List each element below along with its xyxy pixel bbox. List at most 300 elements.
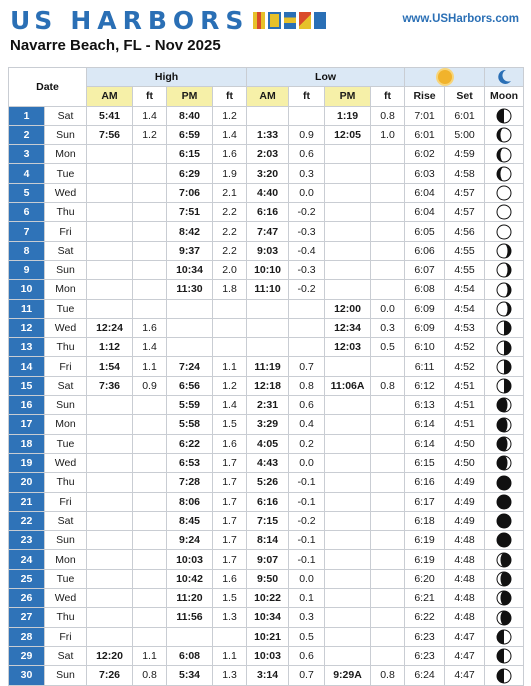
high-am-time	[87, 203, 133, 222]
low-am-ft: -0.1	[289, 531, 325, 550]
table-row	[9, 241, 524, 260]
high-am-ft	[133, 550, 167, 569]
high-pm-ft: 1.2	[213, 106, 247, 125]
low-am-time: 3:20	[247, 164, 289, 183]
sunset: 4:54	[445, 299, 485, 318]
low-pm-time	[325, 183, 371, 202]
low-am-time: 4:05	[247, 434, 289, 453]
table-row	[9, 299, 524, 318]
moon-phase-icon	[485, 415, 524, 434]
table-row	[9, 511, 524, 530]
high-am-ft	[133, 145, 167, 164]
table-row	[9, 145, 524, 164]
sunrise: 6:14	[405, 415, 445, 434]
low-am-ft: -0.4	[289, 241, 325, 260]
sunrise: 6:11	[405, 357, 445, 376]
low-am-time: 7:47	[247, 222, 289, 241]
high-am-ft	[133, 453, 167, 472]
high-pm-ft: 1.5	[213, 415, 247, 434]
sunset: 4:49	[445, 473, 485, 492]
day-number: 27	[9, 608, 45, 627]
moon-phase-icon	[485, 589, 524, 608]
day-number: 3	[9, 145, 45, 164]
high-pm-time: 11:20	[167, 589, 213, 608]
low-am-ft: 0.4	[289, 415, 325, 434]
day-number: 12	[9, 318, 45, 337]
moon-phase-icon	[485, 434, 524, 453]
low-pm-time	[325, 164, 371, 183]
weekday: Fri	[45, 222, 87, 241]
high-am-time	[87, 145, 133, 164]
high-am-time	[87, 164, 133, 183]
sunrise: 7:01	[405, 106, 445, 125]
high-am-time	[87, 453, 133, 472]
high-pm-ft: 1.9	[213, 164, 247, 183]
ush-logo[interactable]	[10, 6, 326, 34]
high-am-time	[87, 183, 133, 202]
day-number: 8	[9, 241, 45, 260]
high-pm-ft: 1.8	[213, 280, 247, 299]
high-pm-time: 5:59	[167, 396, 213, 415]
day-number: 4	[9, 164, 45, 183]
low-pm-time: 12:05	[325, 125, 371, 144]
table-row	[9, 589, 524, 608]
table-row	[9, 550, 524, 569]
weekday: Sat	[45, 646, 87, 665]
low-am-ft: 0.6	[289, 396, 325, 415]
day-number: 19	[9, 453, 45, 472]
moon-phase-icon	[485, 241, 524, 260]
day-number: 21	[9, 492, 45, 511]
high-am-ft	[133, 183, 167, 202]
table-row	[9, 569, 524, 588]
sunset: 4:50	[445, 453, 485, 472]
table-row	[9, 646, 524, 665]
low-am-time: 4:40	[247, 183, 289, 202]
weekday: Wed	[45, 318, 87, 337]
table-row	[9, 376, 524, 395]
high-am-ft	[133, 415, 167, 434]
high-pm-ft	[213, 299, 247, 318]
sunrise: 6:03	[405, 164, 445, 183]
high-am-ft	[133, 511, 167, 530]
moon-phase-icon	[485, 666, 524, 685]
low-am-time: 10:10	[247, 260, 289, 279]
table-row	[9, 125, 524, 144]
high-pm-ft: 2.1	[213, 183, 247, 202]
high-am-time: 5:41	[87, 106, 133, 125]
low-am-ft: -0.2	[289, 203, 325, 222]
high-pm-time: 6:08	[167, 646, 213, 665]
high-am-ft	[133, 222, 167, 241]
moon-phase-icon	[485, 473, 524, 492]
high-am-time	[87, 531, 133, 550]
high-pm-ft: 1.7	[213, 511, 247, 530]
sunrise: 6:19	[405, 550, 445, 569]
sunset: 4:52	[445, 338, 485, 357]
sunrise: 6:14	[405, 434, 445, 453]
sunset: 4:49	[445, 511, 485, 530]
weekday: Tue	[45, 164, 87, 183]
high-am-ft: 1.4	[133, 106, 167, 125]
high-am-time	[87, 396, 133, 415]
low-pm-ft	[371, 415, 405, 434]
table-row	[9, 627, 524, 646]
moon-phase-icon	[485, 164, 524, 183]
sunrise: 6:23	[405, 646, 445, 665]
signal-flags-icon	[253, 12, 326, 29]
high-pm-time: 9:24	[167, 531, 213, 550]
low-am-ft: 0.3	[289, 608, 325, 627]
low-pm-ft: 1.0	[371, 125, 405, 144]
day-number: 13	[9, 338, 45, 357]
high-am-time	[87, 589, 133, 608]
low-am-ft: -0.1	[289, 473, 325, 492]
low-pm-time	[325, 145, 371, 164]
sunset: 4:51	[445, 415, 485, 434]
low-am-time: 12:18	[247, 376, 289, 395]
low-pm-time	[325, 357, 371, 376]
high-pm-time: 5:58	[167, 415, 213, 434]
high-pm-time: 7:24	[167, 357, 213, 376]
low-pm-ft	[371, 396, 405, 415]
high-am-ft	[133, 627, 167, 646]
low-am-ft	[289, 299, 325, 318]
sunset: 4:48	[445, 550, 485, 569]
sunrise: 6:05	[405, 222, 445, 241]
table-row	[9, 453, 524, 472]
low-pm-time	[325, 280, 371, 299]
high-am-time: 12:20	[87, 646, 133, 665]
day-number: 22	[9, 511, 45, 530]
header-high-am-ft: ft	[133, 87, 167, 106]
high-pm-time: 7:06	[167, 183, 213, 202]
low-pm-time	[325, 646, 371, 665]
high-am-time: 7:36	[87, 376, 133, 395]
high-pm-time: 10:42	[167, 569, 213, 588]
high-am-time	[87, 627, 133, 646]
low-am-ft: 0.1	[289, 589, 325, 608]
low-am-time	[247, 318, 289, 337]
sunrise: 6:19	[405, 531, 445, 550]
logo-us: US	[10, 5, 57, 35]
sunrise: 6:17	[405, 492, 445, 511]
high-pm-ft: 1.6	[213, 434, 247, 453]
day-number: 25	[9, 569, 45, 588]
high-pm-time: 6:22	[167, 434, 213, 453]
weekday: Sat	[45, 511, 87, 530]
weekday: Sat	[45, 376, 87, 395]
moon-phase-icon	[485, 299, 524, 318]
header-moon: Moon	[485, 87, 524, 106]
weekday: Thu	[45, 203, 87, 222]
high-am-time	[87, 492, 133, 511]
high-am-ft	[133, 492, 167, 511]
high-am-ft	[133, 569, 167, 588]
day-number: 14	[9, 357, 45, 376]
low-pm-ft: 0.8	[371, 666, 405, 685]
high-pm-time: 6:59	[167, 125, 213, 144]
low-am-time: 9:50	[247, 569, 289, 588]
sunset: 4:47	[445, 627, 485, 646]
low-pm-ft	[371, 550, 405, 569]
sunrise: 6:01	[405, 125, 445, 144]
high-am-ft: 1.2	[133, 125, 167, 144]
low-pm-ft: 0.8	[371, 106, 405, 125]
low-pm-ft	[371, 260, 405, 279]
high-am-ft	[133, 589, 167, 608]
moon-phase-icon	[485, 646, 524, 665]
low-pm-ft	[371, 589, 405, 608]
table-row	[9, 222, 524, 241]
moon-phase-icon	[485, 318, 524, 337]
header-low-pm: PM	[325, 87, 371, 106]
moon-phase-icon	[485, 376, 524, 395]
low-pm-ft: 0.8	[371, 376, 405, 395]
high-am-ft	[133, 608, 167, 627]
high-pm-ft: 2.2	[213, 222, 247, 241]
header	[0, 0, 531, 64]
moon-phase-icon	[485, 125, 524, 144]
moon-phase-icon	[485, 492, 524, 511]
day-number: 7	[9, 222, 45, 241]
sunset: 4:48	[445, 589, 485, 608]
day-number: 15	[9, 376, 45, 395]
table-row	[9, 183, 524, 202]
high-am-ft	[133, 164, 167, 183]
sunrise: 6:13	[405, 396, 445, 415]
high-pm-ft: 1.5	[213, 589, 247, 608]
high-pm-ft: 1.7	[213, 473, 247, 492]
table-row	[9, 434, 524, 453]
high-am-time	[87, 473, 133, 492]
high-pm-ft: 1.4	[213, 125, 247, 144]
high-am-time: 12:24	[87, 318, 133, 337]
moon-phase-icon	[485, 569, 524, 588]
weekday: Wed	[45, 183, 87, 202]
weekday: Fri	[45, 627, 87, 646]
moon-phase-icon	[485, 627, 524, 646]
low-pm-ft	[371, 357, 405, 376]
sunrise: 6:12	[405, 376, 445, 395]
low-am-ft: -0.2	[289, 511, 325, 530]
high-pm-time: 6:29	[167, 164, 213, 183]
weekday: Sat	[45, 241, 87, 260]
table-row	[9, 492, 524, 511]
low-pm-time	[325, 627, 371, 646]
moon-phase-icon	[485, 608, 524, 627]
low-pm-ft	[371, 569, 405, 588]
sunrise: 6:06	[405, 241, 445, 260]
high-am-ft: 1.6	[133, 318, 167, 337]
sunrise: 6:10	[405, 338, 445, 357]
header-high-pm: PM	[167, 87, 213, 106]
sunset: 4:47	[445, 666, 485, 685]
high-am-ft: 1.1	[133, 357, 167, 376]
low-pm-ft	[371, 222, 405, 241]
high-pm-ft	[213, 318, 247, 337]
day-number: 6	[9, 203, 45, 222]
high-am-ft	[133, 299, 167, 318]
sunset: 4:59	[445, 145, 485, 164]
high-pm-ft: 1.6	[213, 145, 247, 164]
low-pm-time	[325, 492, 371, 511]
low-pm-ft	[371, 627, 405, 646]
low-pm-time	[325, 260, 371, 279]
low-am-time: 11:10	[247, 280, 289, 299]
high-pm-time	[167, 299, 213, 318]
sunset: 4:54	[445, 280, 485, 299]
sunset: 6:01	[445, 106, 485, 125]
high-pm-ft: 1.7	[213, 550, 247, 569]
low-am-ft: 0.2	[289, 434, 325, 453]
low-pm-time: 12:34	[325, 318, 371, 337]
low-pm-ft	[371, 434, 405, 453]
low-pm-time	[325, 511, 371, 530]
weekday: Sun	[45, 125, 87, 144]
table-row	[9, 260, 524, 279]
weekday: Thu	[45, 473, 87, 492]
high-am-time	[87, 569, 133, 588]
logo-harbors: HARBORS	[70, 5, 250, 35]
low-pm-time	[325, 569, 371, 588]
high-pm-ft: 2.2	[213, 203, 247, 222]
high-am-ft: 0.9	[133, 376, 167, 395]
high-am-time	[87, 260, 133, 279]
sunset: 4:52	[445, 357, 485, 376]
high-pm-time: 8:06	[167, 492, 213, 511]
low-pm-time	[325, 608, 371, 627]
low-pm-time	[325, 550, 371, 569]
sunrise: 6:18	[405, 511, 445, 530]
day-number: 2	[9, 125, 45, 144]
low-am-ft: -0.3	[289, 222, 325, 241]
high-am-ft: 1.4	[133, 338, 167, 357]
high-pm-time	[167, 627, 213, 646]
high-am-time	[87, 511, 133, 530]
low-am-ft: 0.5	[289, 627, 325, 646]
low-am-time	[247, 106, 289, 125]
sunrise: 6:16	[405, 473, 445, 492]
weekday: Sat	[45, 106, 87, 125]
high-pm-time: 6:15	[167, 145, 213, 164]
sunrise: 6:04	[405, 203, 445, 222]
high-am-ft	[133, 241, 167, 260]
high-pm-ft: 1.1	[213, 646, 247, 665]
sunset: 4:51	[445, 376, 485, 395]
high-pm-time: 8:40	[167, 106, 213, 125]
low-pm-ft	[371, 453, 405, 472]
table-row	[9, 473, 524, 492]
weekday: Wed	[45, 589, 87, 608]
high-am-ft: 0.8	[133, 666, 167, 685]
high-pm-ft: 1.3	[213, 666, 247, 685]
low-am-ft: -0.1	[289, 550, 325, 569]
header-high-pm-ft: ft	[213, 87, 247, 106]
low-am-ft: 0.6	[289, 145, 325, 164]
high-pm-time: 8:42	[167, 222, 213, 241]
low-am-time: 1:33	[247, 125, 289, 144]
high-am-ft	[133, 434, 167, 453]
low-pm-ft	[371, 183, 405, 202]
moon-phase-icon	[485, 280, 524, 299]
high-am-time: 1:12	[87, 338, 133, 357]
high-pm-time: 7:51	[167, 203, 213, 222]
moon-phase-icon	[485, 550, 524, 569]
low-am-time	[247, 338, 289, 357]
low-am-ft: 0.0	[289, 453, 325, 472]
low-am-time: 3:14	[247, 666, 289, 685]
weekday: Wed	[45, 453, 87, 472]
low-am-time: 5:26	[247, 473, 289, 492]
high-pm-ft: 1.4	[213, 396, 247, 415]
day-number: 23	[9, 531, 45, 550]
sunset: 4:55	[445, 241, 485, 260]
moon-phase-icon	[485, 338, 524, 357]
high-pm-ft	[213, 338, 247, 357]
sunset: 4:53	[445, 318, 485, 337]
weekday: Sun	[45, 666, 87, 685]
low-pm-ft	[371, 511, 405, 530]
high-am-ft	[133, 203, 167, 222]
weekday: Fri	[45, 357, 87, 376]
high-pm-time: 11:56	[167, 608, 213, 627]
sunrise: 6:04	[405, 183, 445, 202]
high-pm-time	[167, 338, 213, 357]
table-row	[9, 357, 524, 376]
high-pm-ft	[213, 627, 247, 646]
low-pm-ft: 0.5	[371, 338, 405, 357]
high-am-ft	[133, 473, 167, 492]
moon-phase-icon	[485, 203, 524, 222]
page-title: Navarre Beach, FL - Nov 2025	[10, 37, 221, 54]
low-pm-time: 12:03	[325, 338, 371, 357]
high-am-time	[87, 280, 133, 299]
low-pm-time	[325, 415, 371, 434]
low-am-ft: 0.7	[289, 357, 325, 376]
table-row	[9, 608, 524, 627]
header-low-am: AM	[247, 87, 289, 106]
low-pm-time	[325, 434, 371, 453]
header-set: Set	[445, 87, 485, 106]
low-am-time: 6:16	[247, 203, 289, 222]
table-row	[9, 396, 524, 415]
sunset: 5:00	[445, 125, 485, 144]
low-am-time: 10:03	[247, 646, 289, 665]
moon-phase-icon	[485, 145, 524, 164]
moon-phase-icon	[485, 357, 524, 376]
high-am-time	[87, 434, 133, 453]
low-pm-ft: 0.0	[371, 299, 405, 318]
weekday: Sun	[45, 260, 87, 279]
sunrise: 6:09	[405, 318, 445, 337]
sunset: 4:51	[445, 396, 485, 415]
moon-phase-icon	[485, 260, 524, 279]
day-number: 18	[9, 434, 45, 453]
low-am-time: 9:03	[247, 241, 289, 260]
low-am-ft: 0.3	[289, 164, 325, 183]
header-low: Low	[247, 68, 405, 87]
high-am-time: 7:56	[87, 125, 133, 144]
table-row	[9, 666, 524, 685]
low-am-ft: 0.9	[289, 125, 325, 144]
crescent-moon-icon	[496, 69, 512, 85]
low-pm-ft	[371, 492, 405, 511]
high-pm-ft: 1.3	[213, 608, 247, 627]
website-link[interactable]: www.USHarbors.com	[402, 13, 519, 25]
high-am-ft	[133, 531, 167, 550]
low-pm-time: 1:19	[325, 106, 371, 125]
